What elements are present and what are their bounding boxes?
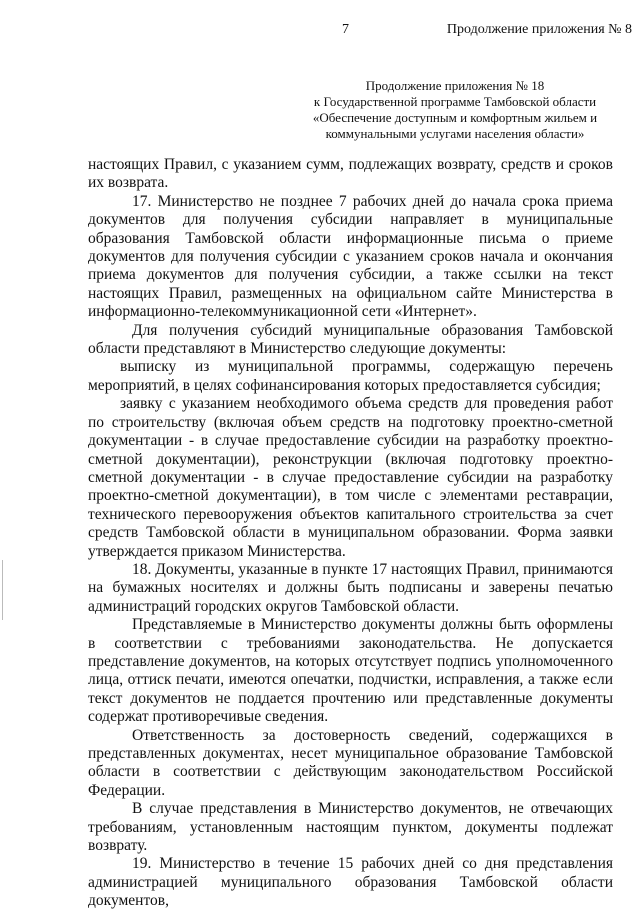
paragraph: В случае представления в Министерство документов, не отвечающих требованиям, установленным настоящим пунктом, документы подлежат возврату. — [88, 800, 613, 855]
paragraph-item-18: 18. Документы, указанные в пункте 17 настоящих Правил, принимаются на бумажных носителях и должны быть подписаны и заверены печатью администраций городских округов Тамбовской области. — [88, 560, 613, 615]
paragraph-list-item: заявку с указанием необходимого объема средств для проведения работ по строительству (включая объем средств на подготовку проектно-сметной документации - в случае предоставление субсидии на разработку проектно-сметной документации), реконструкции (включая подготовку проектно-сметной документации - в случае предоставление субсидии на разработку проектно-сметной документации), в том числе с элементами реставрации, технического перевооружения объектов капитального строительства за счет средств Тамбовской области в муниципальном образовании. Форма заявки утверждается приказом Министерства. — [88, 395, 613, 560]
appendix-line-2: к Государственной программе Тамбовской области — [313, 94, 597, 109]
paragraph-list-item: выписку из муниципальной программы, содержащую перечень мероприятий, в целях софинансирования которых предоставляется субсидия; — [88, 358, 613, 394]
appendix-line-1: Продолжение приложения № 18 — [365, 78, 545, 93]
continuation-header: Продолжение приложения № 8 — [446, 22, 632, 37]
appendix-line-3: «Обеспечение доступным и комфортным жильем и — [312, 110, 598, 125]
appendix-block — [290, 78, 620, 142]
paragraph-item-19: 19. Министерство в течение 15 рабочих дней со дня представления администрацией муниципального образования Тамбовской области документов, — [88, 855, 613, 910]
paragraph: Для получения субсидий муниципальные образования Тамбовской области представляют в Министерство следующие документы: — [88, 321, 613, 358]
paragraph-item-17: 17. Министерство не позднее 7 рабочих дней до начала срока приема документов для получения субсидии направляет в муниципальные образования Тамбовской области информационные письма о приеме документов для получения субсидии с указанием сроков начала и окончания приема документов для получения субсидии, а также ссылки на текст настоящих Правил, размещенных на официальном сайте Министерства в информационно-телекоммуникационной сети «Интернет». — [88, 192, 613, 321]
appendix-line-4: коммунальными услугами населения области» — [325, 126, 585, 141]
paragraph: настоящих Правил, с указанием сумм, подлежащих возврату, средств и сроков их возврата. — [88, 156, 613, 192]
page-number: 7 — [342, 22, 349, 37]
paragraph: Ответственность за достоверность сведений, содержащихся в представленных документах, несет муниципальное образование Тамбовской области в соответствии с действующим законодательством Российской Федерации. — [88, 726, 613, 799]
scan-edge-mark — [2, 560, 3, 620]
paragraph: Представляемые в Министерство документы должны быть оформлены в соответствии с требованиями законодательства. Не допускается представление документов, на которых отсутствует подпись уполномоченного лица, оттиск печати, имеются опечатки, подчистки, исправления, а также если текст документов не поддается прочтению или представленные документы содержат противоречивые сведения. — [88, 616, 613, 726]
document-body — [88, 156, 613, 911]
